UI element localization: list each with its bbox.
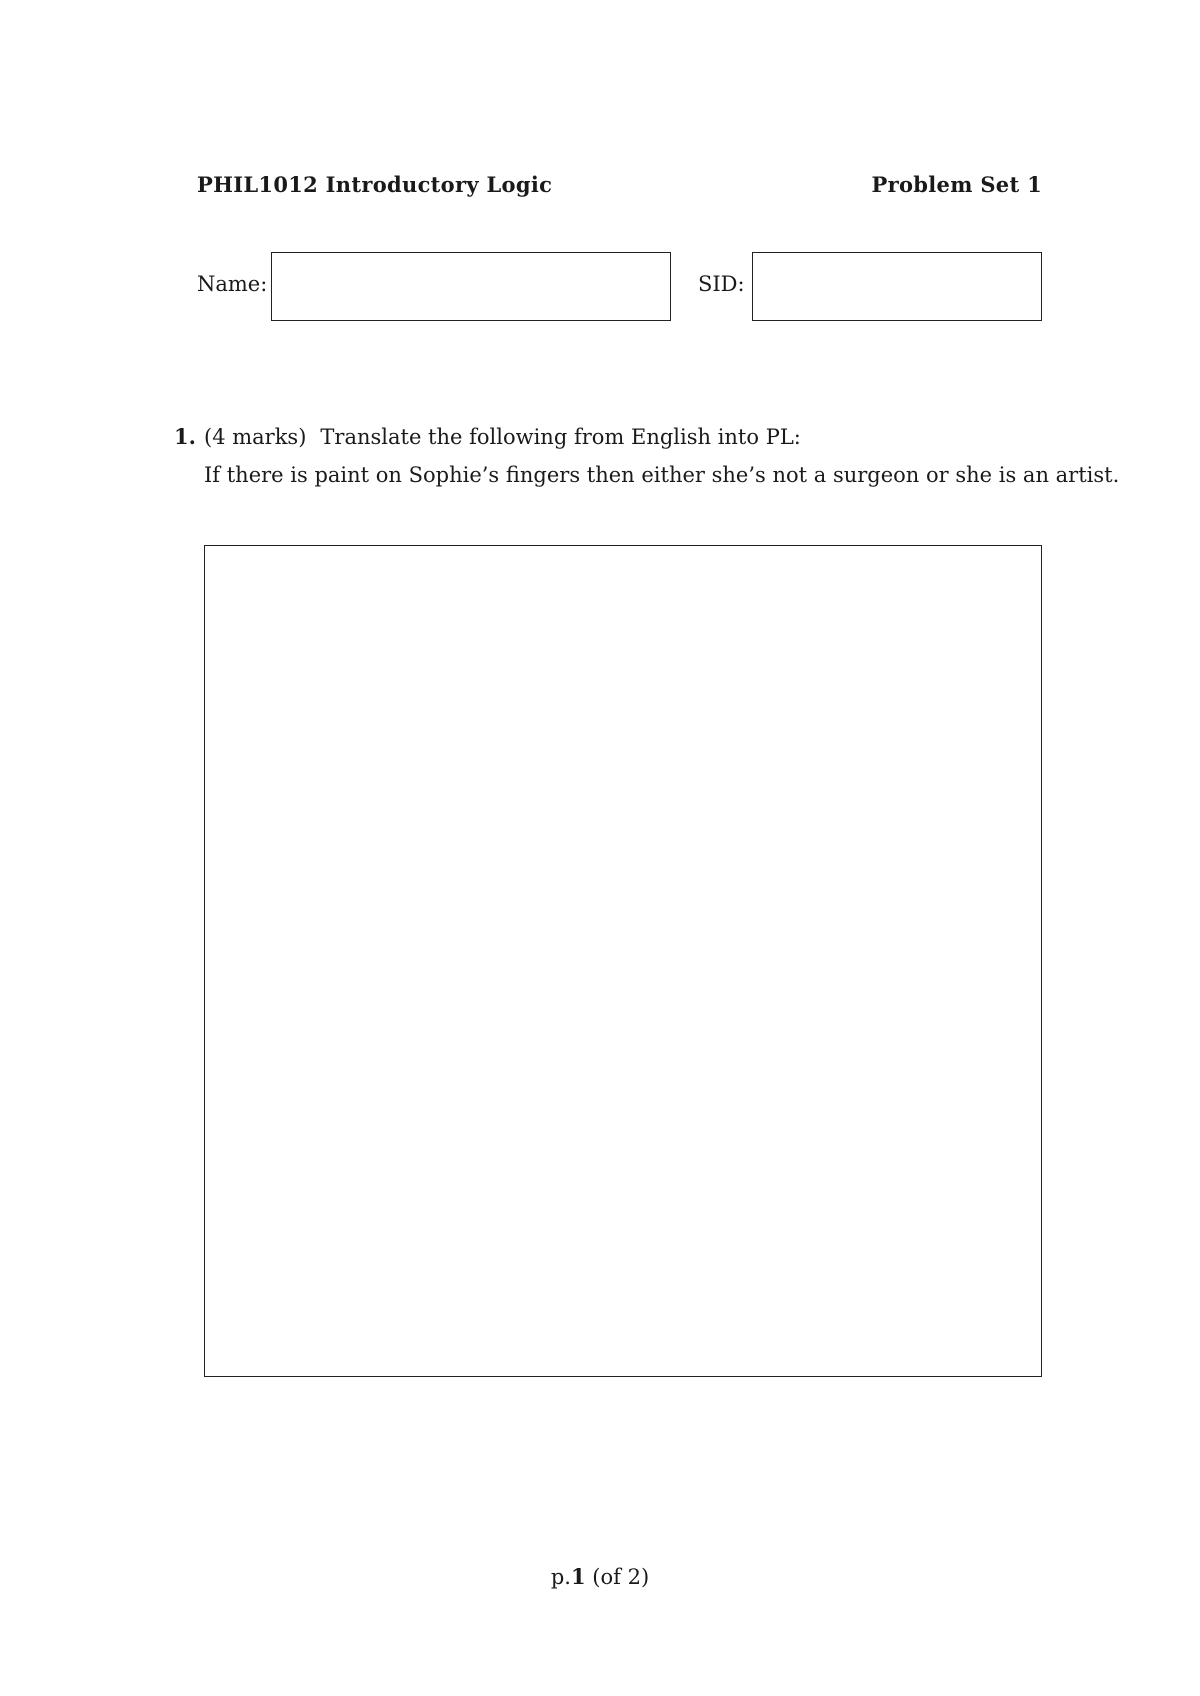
sid-label: SID: xyxy=(698,272,745,296)
question-marks: (4 marks) xyxy=(204,425,307,449)
name-label: Name: xyxy=(197,272,268,296)
problem-set-title: Problem Set 1 xyxy=(871,172,1042,197)
answer-box[interactable] xyxy=(204,545,1042,1377)
footer-page-number: 1 xyxy=(570,1564,586,1589)
question-instruction: Translate the following from English into PL: xyxy=(320,425,801,449)
question-1 xyxy=(174,424,801,449)
question-number: 1. xyxy=(174,424,196,449)
page-footer xyxy=(0,1564,1200,1589)
question-sentence: If there is paint on Sophie’s fingers then either she’s not a surgeon or she is an artist. xyxy=(204,463,1120,487)
footer-page-total: (of 2) xyxy=(592,1565,650,1589)
sid-field[interactable] xyxy=(752,252,1042,321)
footer-prefix: p. xyxy=(550,1565,571,1589)
course-title: PHIL1012 Introductory Logic xyxy=(197,172,553,197)
name-field[interactable] xyxy=(271,252,671,321)
page-header xyxy=(197,172,1042,204)
